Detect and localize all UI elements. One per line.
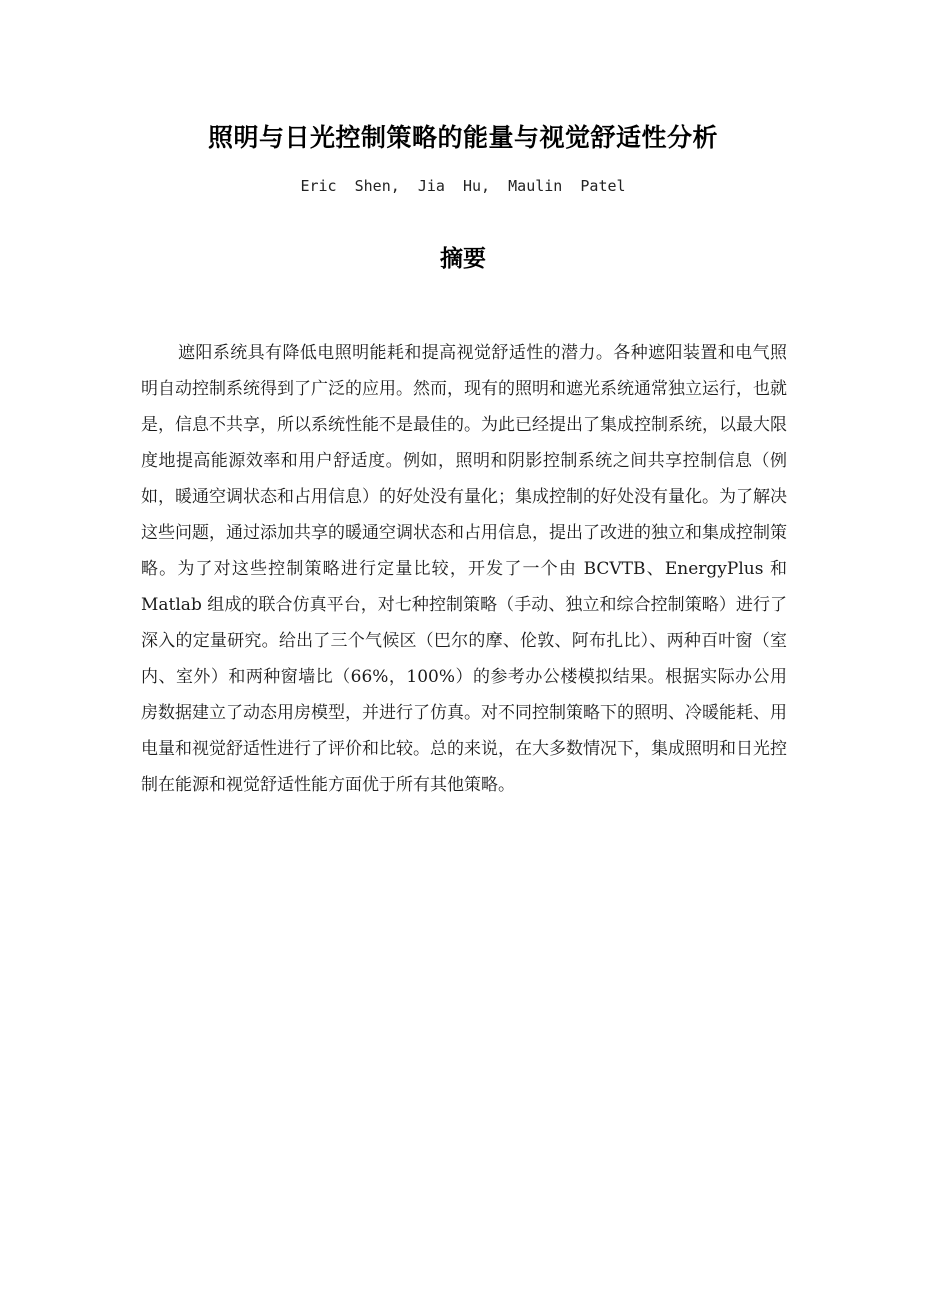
document-title: 照明与日光控制策略的能量与视觉舒适性分析 [207,123,718,152]
author-list: Eric Shen, Jia Hu, Maulin Patel [300,177,626,195]
abstract-paragraph: 遮阳系统具有降低电照明能耗和提高视觉舒适性的潜力。各种遮阳装置和电气照明自动控制系统得到了广泛的应用。然而，现有的照明和遮光系统通常独立运行，也就是，信息不共享，所以系统性能不是最佳的。为此已经提出了集成控制系统，以最大限度地提高能源效率和用户舒适度。例如，照明和阴影控制系统之间共享控制信息（例如，暖通空调状态和占用信息）的好处没有量化；集成控制的好处没有量化。为了解决这些问题，通过添加共享的暖通空调状态和占用信息，提出了改进的独立和集成控制策略。为了对这些控制策略进行定量比较，开发了一个由 BCVTB、EnergyPlus 和 Matlab 组成的联合仿真平台，对七种控制策略（手动、独立和综合控制策略）进行了深入的定量研究。给出了三个气候区（巴尔的摩、伦敦、阿布扎比）、两种百叶窗（室内、室外）和两种窗墙比（66%，100%）的参考办公楼模拟结果。根据实际办公用房数据建立了动态用房模型，并进行了仿真。对不同控制策略下的照明、冷暖能耗、用电量和视觉舒适性进行了评价和比较。总的来说，在大多数情况下，集成照明和日光控制在能源和视觉舒适性能方面优于所有其他策略。 [141,343,787,795]
abstract-heading: 摘要 [440,246,486,272]
